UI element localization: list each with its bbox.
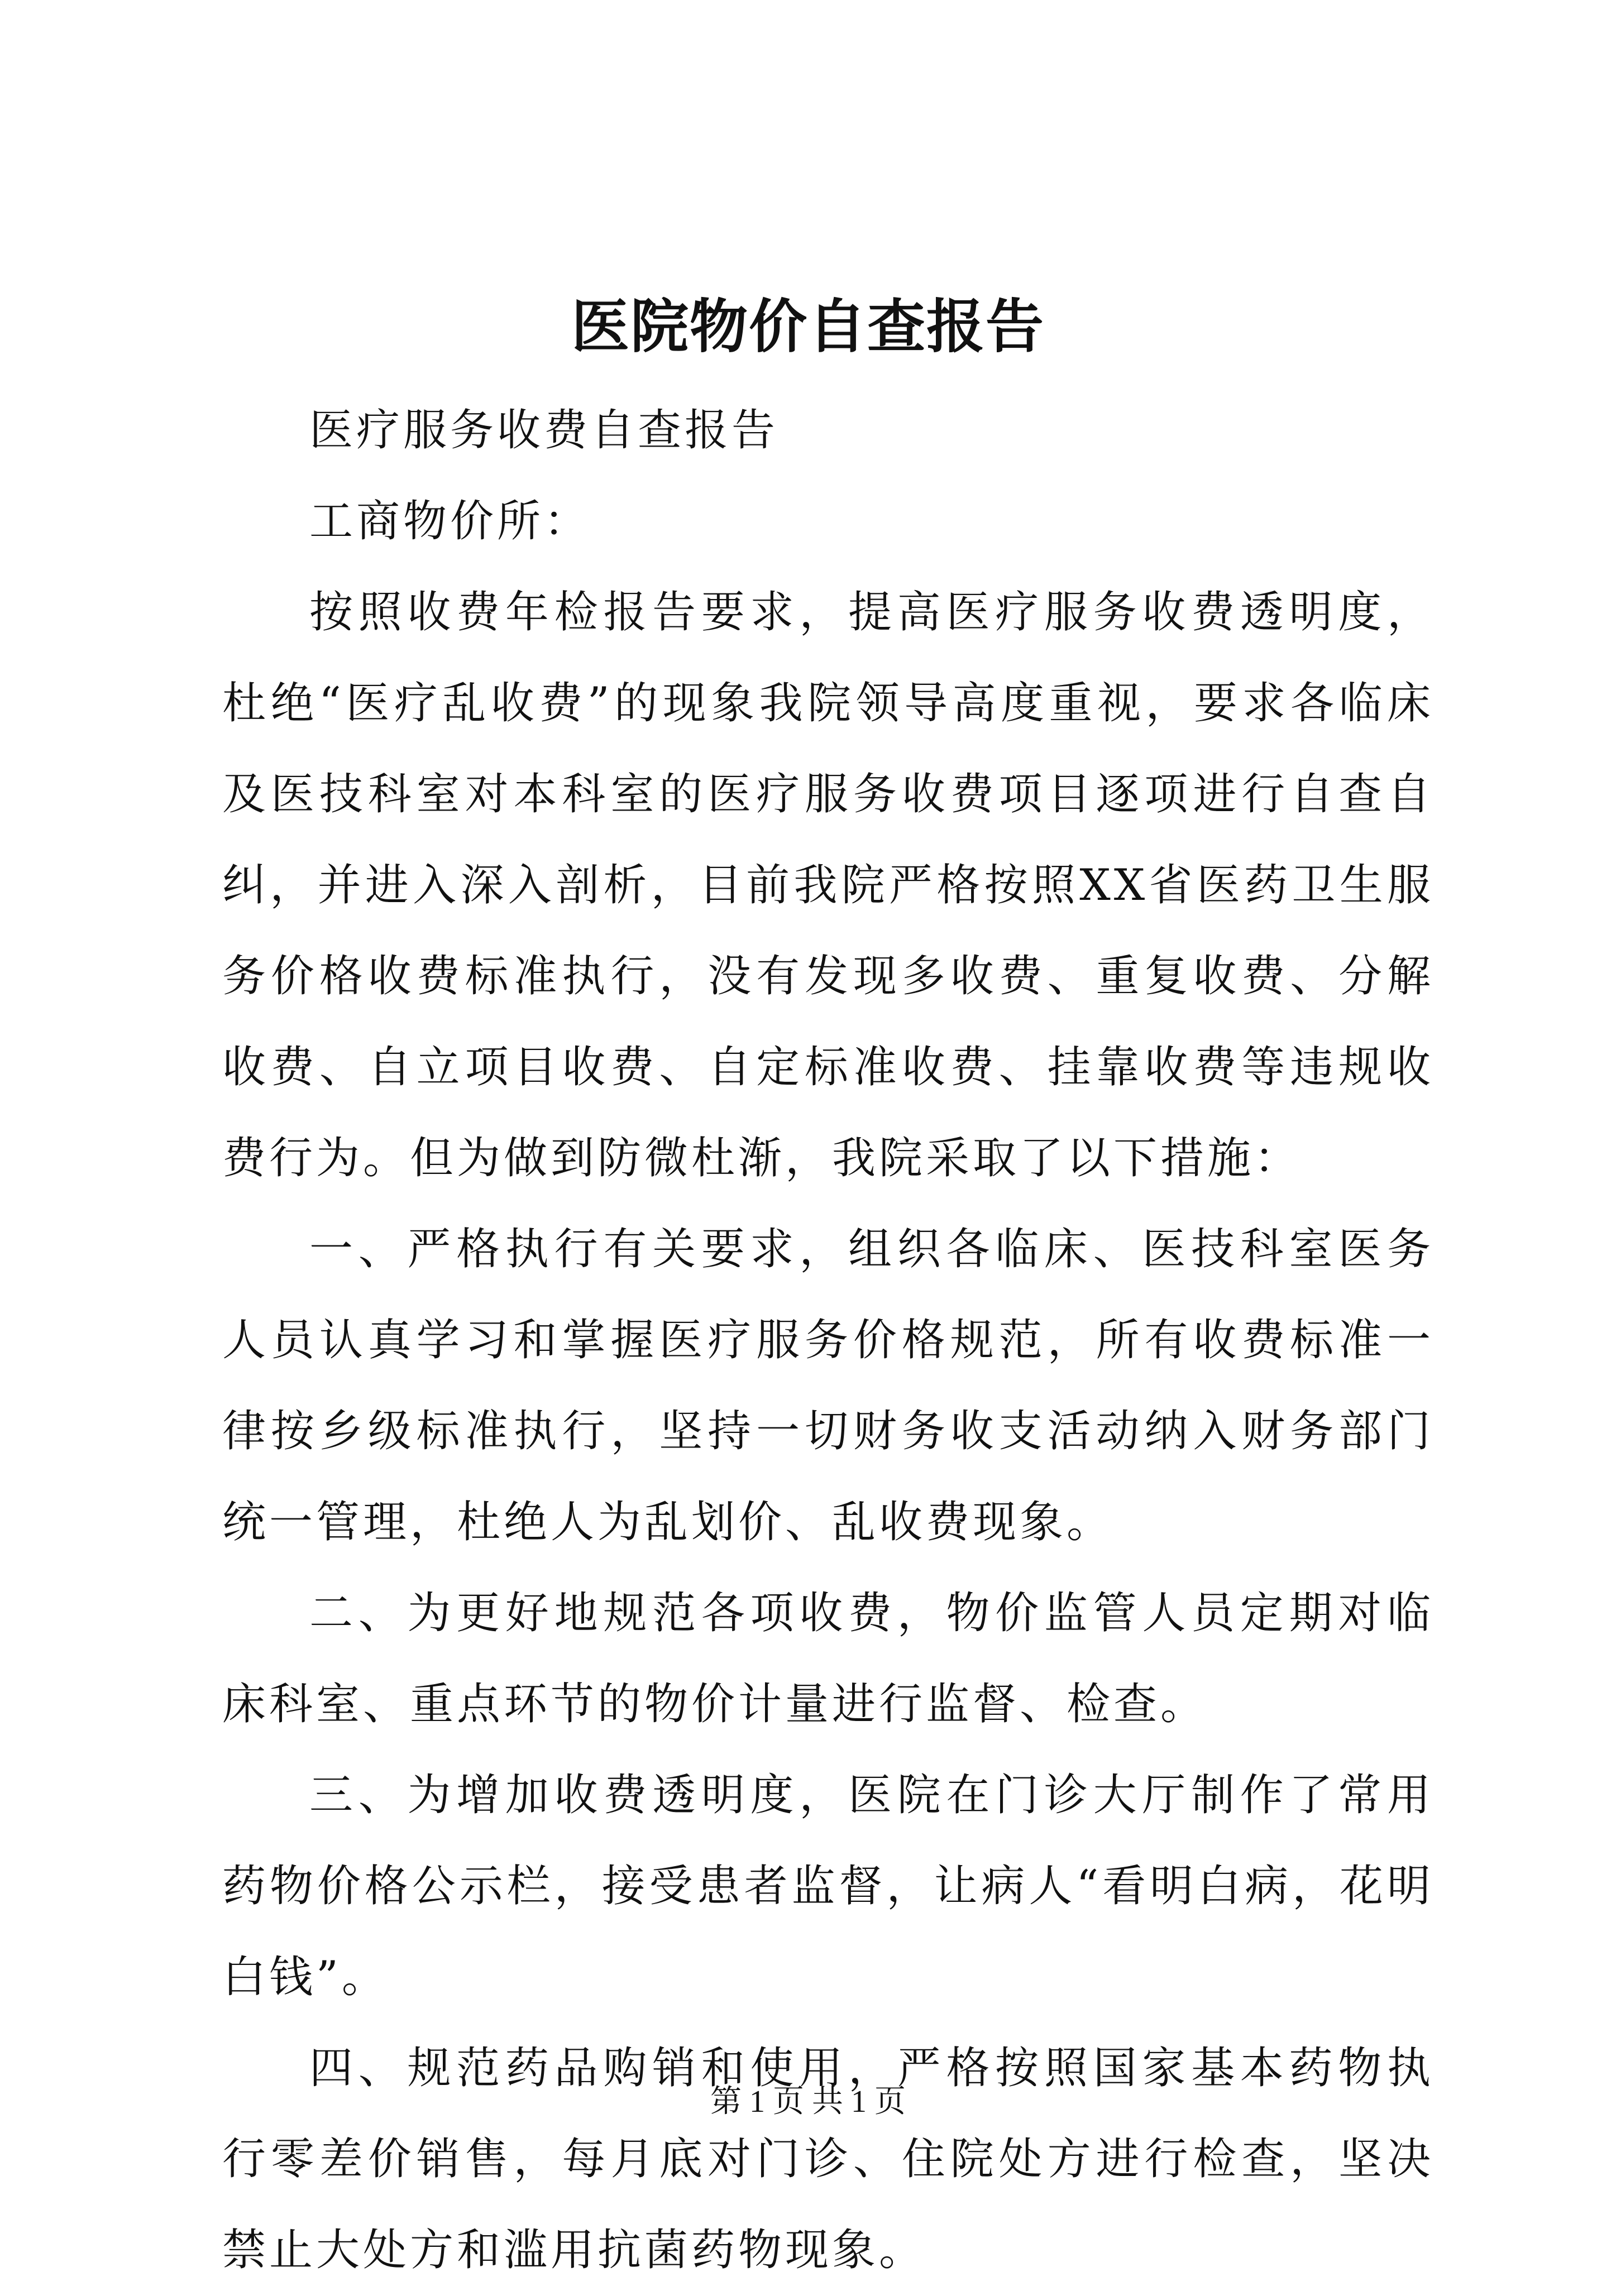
paragraph-measure-3: 三、为增加收费透明度，医院在门诊大厅制作了常用药物价格公示栏，接受患者监督，让病人“看明白病，花明白钱”。: [222, 1770, 1434, 2002]
paragraph-measure-4: 四、规范药品购销和使用，严格按照国家基本药物执行零差价销售，每月底对门诊、住院处方进行检查，坚决禁止大处方和滥用抗菌药物现象。: [222, 2043, 1434, 2275]
paragraph-measure-1: 一、严格执行有关要求，组织各临床、医技科室医务人员认真学习和掌握医疗服务价格规范，所有收费标准一律按乡级标准执行，坚持一切财务收支活动纳入财务部门统一管理，杜绝人为乱划价、乱收费现象。: [222, 1224, 1434, 1547]
salutation: 工商物价所：: [309, 496, 591, 547]
page-footer: 第 1 页 共 1 页: [710, 2084, 906, 2119]
document-title: 医院物价自查报告: [571, 292, 1045, 361]
document-body: [222, 385, 1434, 2296]
paragraph-intro: 按照收费年检报告要求，提高医疗服务收费透明度，杜绝“医疗乱收费”的现象我院领导高度重视，要求各临床及医技科室对本科室的医疗服务收费项目逐项进行自查自纠，并进入深入剖析，目前我院严格按照XX省医药卫生服务价格收费标准执行，没有发现多收费、重复收费、分解收费、自立项目收费、自定标准收费、挂靠收费等违规收费行为。但为做到防微杜渐，我院采取了以下措施：: [222, 587, 1434, 1183]
report-subtitle: 医疗服务收费自查报告: [309, 405, 779, 456]
paragraph-measure-2: 二、为更好地规范各项收费，物价监管人员定期对临床科室、重点环节的物价计量进行监督、检查。: [222, 1588, 1434, 1729]
